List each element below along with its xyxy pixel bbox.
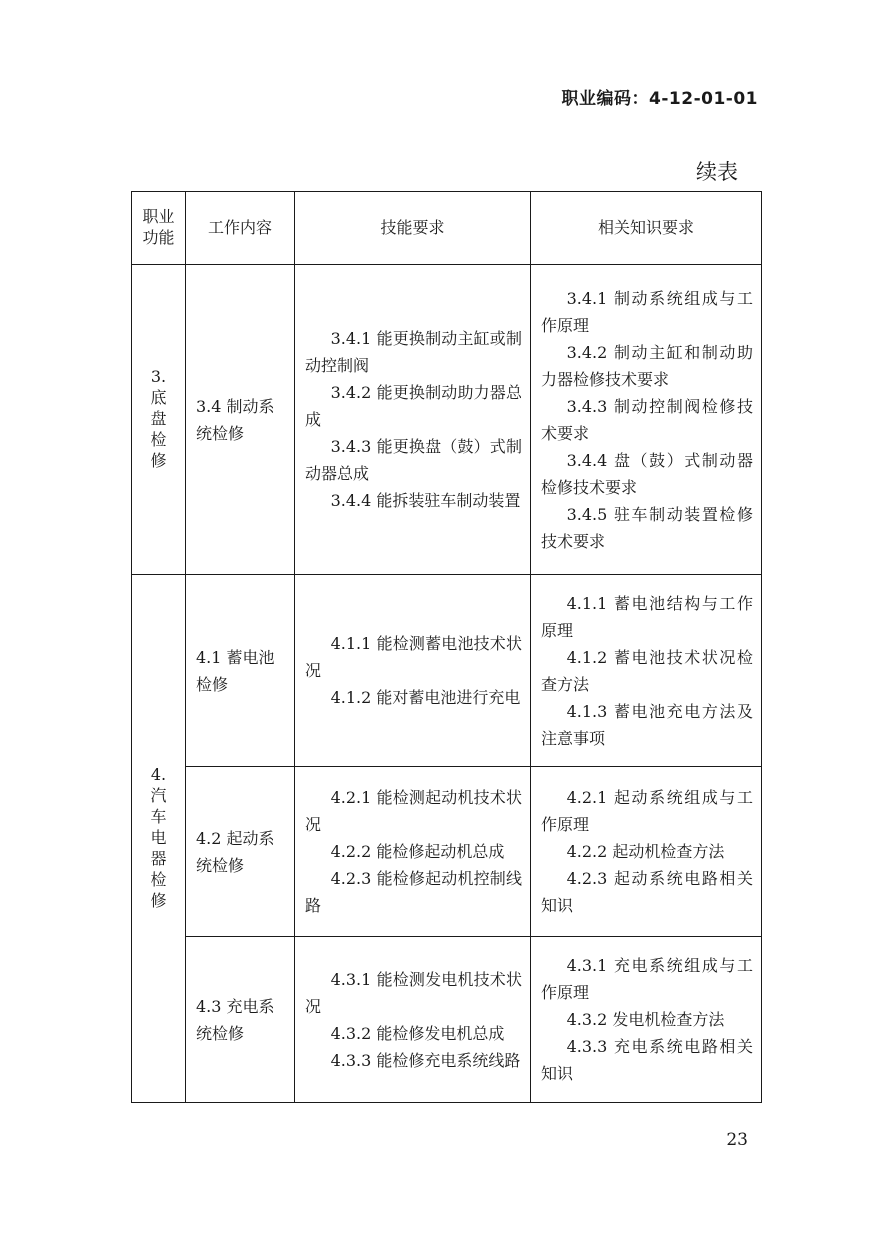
skill-item: 4.3.1 能检测发电机技术状况 [305,969,522,1016]
knowledge-cell [531,767,762,937]
skills-cell [295,767,531,937]
skill-item: 4.2.3 能检修起动机控制线路 [305,869,522,915]
page-number: 23 [726,1130,748,1150]
table-row [132,937,762,1103]
knowledge-cell [531,265,762,575]
table-row [132,767,762,937]
content-cell: 4.3 充电系统检修 [186,937,295,1103]
knowledge-item: 4.2.3 起动系统电路相关知识 [541,869,753,915]
table-row [132,575,762,767]
header-function: 职业功能 [132,192,186,265]
skill-item: 3.4.1 能更换制动主缸或制动控制阀 [305,329,522,375]
skill-item: 4.2.2 能检修起动机总成 [330,842,505,861]
skills-cell [295,575,531,767]
knowledge-item: 4.3.2 发电机检查方法 [566,1010,725,1029]
function-cell: 3.底盘检修 [132,265,186,575]
skills-cell [295,265,531,575]
function-cell: 4.汽车电器检修 [132,575,186,1103]
skill-item: 4.1.1 能检测蓄电池技术状况 [305,634,522,680]
knowledge-item: 4.1.1 蓄电池结构与工作原理 [541,593,753,640]
content-cell: 4.2 起动系统检修 [186,767,295,937]
skill-item: 4.1.2 能对蓄电池进行充电 [330,688,521,707]
skill-item: 4.2.1 能检测起动机技术状况 [305,788,522,834]
knowledge-item: 4.2.1 起动系统组成与工作原理 [541,788,753,834]
knowledge-item: 4.1.2 蓄电池技术状况检查方法 [541,647,753,694]
knowledge-item: 3.4.4 盘（鼓）式制动器检修技术要求 [541,450,753,497]
knowledge-item: 3.4.5 驻车制动装置检修技术要求 [541,504,753,551]
content-cell: 3.4 制动系统检修 [186,265,295,575]
knowledge-cell [531,575,762,767]
knowledge-item: 3.4.2 制动主缸和制动助力器检修技术要求 [541,342,753,389]
knowledge-item: 4.2.2 起动机检查方法 [566,842,725,861]
skills-cell [295,937,531,1103]
header-content: 工作内容 [186,192,295,265]
skill-item: 4.3.3 能检修充电系统线路 [330,1050,521,1070]
knowledge-item: 4.3.1 充电系统组成与工作原理 [541,956,753,1002]
knowledge-cell [531,937,762,1103]
skill-item: 3.4.3 能更换盘（鼓）式制动器总成 [305,437,522,483]
table-header-row [132,192,762,265]
skill-item: 4.3.2 能检修发电机总成 [330,1023,505,1043]
knowledge-item: 3.4.1 制动系统组成与工作原理 [541,288,753,335]
knowledge-item: 4.1.3 蓄电池充电方法及注意事项 [541,701,753,748]
content-cell: 4.1 蓄电池检修 [186,575,295,767]
skills-table [131,191,762,1103]
occupation-code: 职业编码：4-12-01-01 [561,89,758,109]
skill-item: 3.4.2 能更换制动助力器总成 [305,383,522,429]
continued-label: 续表 [696,160,738,184]
header-knowledge: 相关知识要求 [531,192,762,265]
header-skills: 技能要求 [295,192,531,265]
knowledge-item: 3.4.3 制动控制阀检修技术要求 [541,396,753,443]
table-row [132,265,762,575]
knowledge-item: 4.3.3 充电系统电路相关知识 [541,1037,753,1083]
skill-item: 3.4.4 能拆装驻车制动装置 [330,491,521,510]
